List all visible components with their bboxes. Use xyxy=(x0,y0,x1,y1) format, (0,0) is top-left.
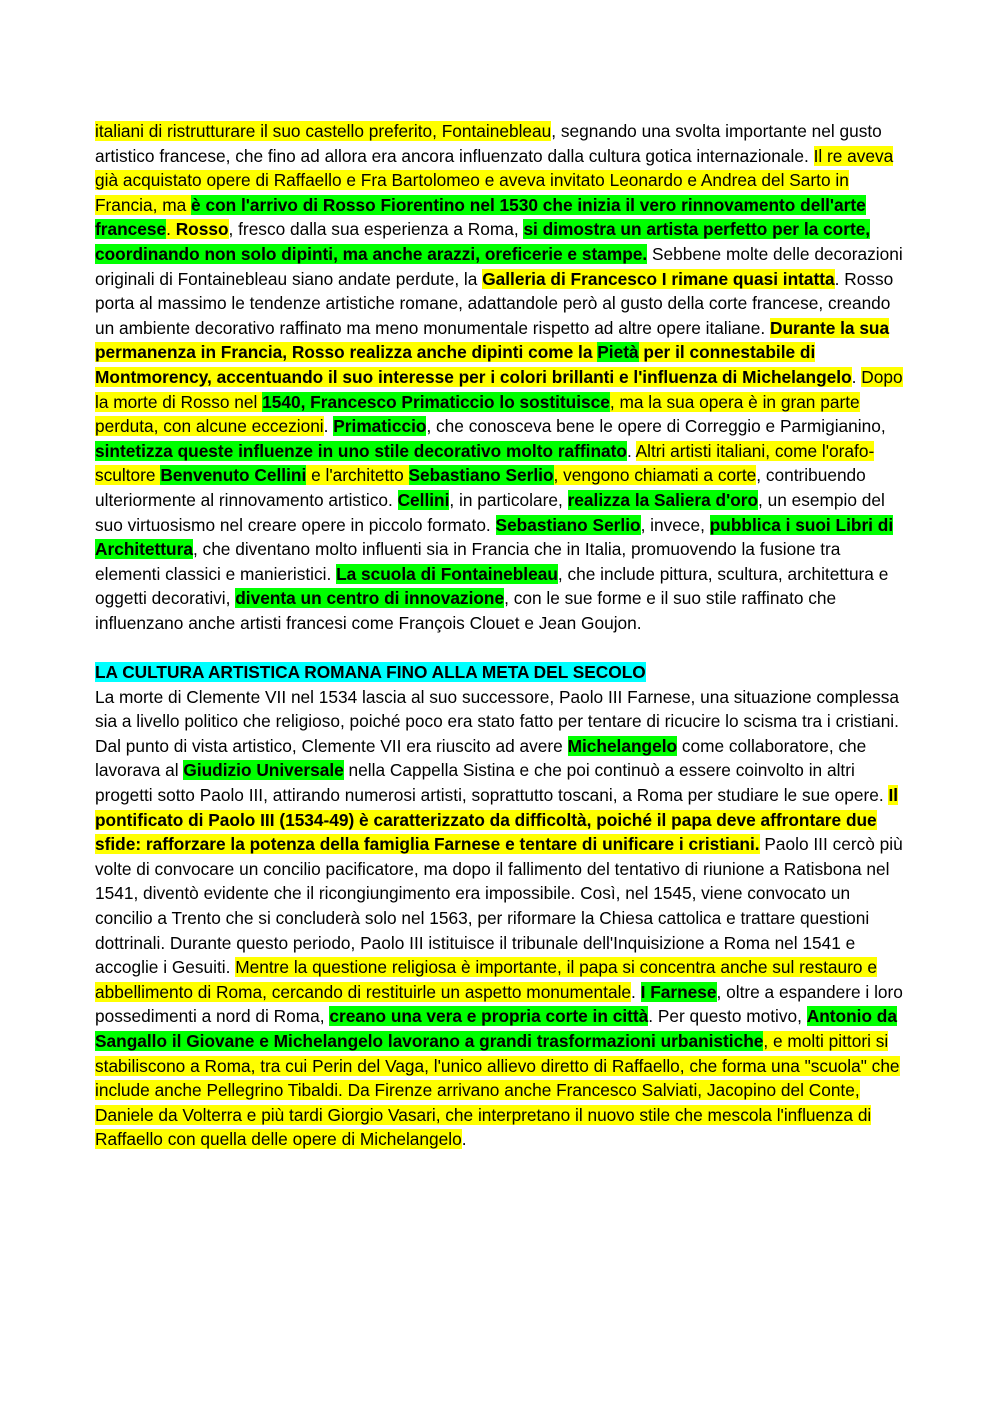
yellow-highlighted-text: Mentre la questione religiosa è importante, il papa si concentra anche sul restauro e abbellimento di Roma, cercando di restituirle un aspetto monumentale xyxy=(95,957,877,1002)
text-run: , fresco dalla sua esperienza a Roma, xyxy=(228,219,524,240)
green-highlighted-text: è con l'arrivo di Rosso Fiorentino nel 1530 che inizia il vero rinnovamento dell'arte francese xyxy=(95,194,866,240)
green-highlighted-text: Pietà xyxy=(597,342,639,363)
paragraph-roman-culture xyxy=(95,685,907,1152)
yellow-highlighted-text: Altri artisti italiani, come l'orafo-scultore xyxy=(95,440,875,486)
yellow-highlighted-text: italiani di ristrutturare il suo castello preferito, Fontainebleau xyxy=(95,121,552,141)
green-highlighted-text: La scuola di Fontainebleau xyxy=(336,563,558,584)
text-run: , che conosceva bene le opere di Correggio e Parmigianino, xyxy=(426,416,886,437)
green-highlighted-text: Sebastiano Serlio xyxy=(408,465,554,486)
document-page xyxy=(95,119,907,1152)
yellow-highlighted-text: Dopo la morte di Rosso nel xyxy=(95,366,903,412)
green-highlighted-text: Antonio da Sangallo il Giovane e Michelangelo lavorano a grandi trasformazioni urbanistiche xyxy=(95,1006,897,1051)
green-highlighted-text: 1540, Francesco Primaticcio lo sostituisce xyxy=(262,391,610,412)
green-highlighted-text: Cellini xyxy=(397,489,450,510)
text-run: . xyxy=(461,1129,467,1150)
green-highlighted-text: diventa un centro di innovazione xyxy=(235,588,505,609)
text-run: , che include pittura, scultura, architettura e oggetti decorativi, xyxy=(95,563,889,609)
green-highlighted-text: Sebastiano Serlio xyxy=(495,514,641,535)
yellow-highlighted-text: Rosso xyxy=(175,219,229,240)
text-run: , contribuendo ulteriormente al rinnovamento artistico. xyxy=(95,465,866,510)
text-run: . xyxy=(851,366,862,387)
green-highlighted-text: Benvenuto Cellini xyxy=(160,465,307,486)
yellow-highlighted-text: Il pontificato di Paolo III (1534-49) è caratterizzato da difficoltà, poiché il papa deve affrontare due sfide: rafforzare la potenza della famiglia Farnese e tentare di unificare i cristiani. xyxy=(95,785,899,855)
text-run: , con le sue forme e il suo stile raffinato che influenzano anche artisti francesi come François Clouet e Jean Goujon. xyxy=(95,588,837,633)
green-highlighted-text: si dimostra un artista perfetto per la corte, coordinando non solo dipinti, ma anche arazzi, oreficerie e stampe. xyxy=(95,219,871,264)
text-run: . Per questo motivo, xyxy=(648,1006,807,1027)
text-run: La morte di Clemente VII nel 1534 lascia al suo successore, Paolo III Farnese, una situazione complessa sia a livello politico che religioso, poiché poco era stato fatto per tentare di ricucire lo scisma tra i cristiani. Dal punto di vista artistico, Clemente VII era riuscito ad avere xyxy=(95,686,900,756)
paragraph-gap xyxy=(95,635,907,660)
yellow-highlighted-text: per il connestabile di Montmorency, accentuando il suo interesse per i colori brillanti e l'influenza di Michelangelo xyxy=(95,342,852,387)
text-run: , oltre a espandere i loro possedimenti a nord di Roma, xyxy=(95,981,903,1027)
green-highlighted-text: Primaticcio xyxy=(333,416,427,437)
text-run: Paolo III cercò più volte di convocare un concilio pacificatore, ma dopo il fallimento del tentativo di riunione a Ratisbona nel 1541, diventò evidente che il ricongiungimento era impossibile. Così, nel 1545, viene convocato un concilio a Trento che si concluderà solo nel 1563, per riformare la Chiesa cattolica e trattare questioni dottrinali. Durante questo periodo, Paolo III istituisce il tribunale dell'Inquisizione a Roma nel 1541 e accoglie i Gesuiti. xyxy=(95,834,903,978)
yellow-highlighted-text: , ma la sua opera è in gran parte perduta, con alcune eccezioni xyxy=(95,391,860,437)
text-run: . xyxy=(626,440,636,461)
green-highlighted-text: Michelangelo xyxy=(567,735,678,756)
green-highlighted-text: sintetizza queste influenze in uno stile decorativo molto raffinato xyxy=(95,440,627,461)
text-run: Sebbene molte delle decorazioni originali di Fontainebleau siano andate perdute, la xyxy=(95,243,903,289)
yellow-highlighted-text: Durante la sua permanenza in Francia, Rosso realizza anche dipinti come la xyxy=(95,317,890,363)
text-run: , invece, xyxy=(640,514,710,535)
section-heading-text: LA CULTURA ARTISTICA ROMANA FINO ALLA META DEL SECOLO xyxy=(95,662,646,683)
paragraph-fontainebleau xyxy=(95,119,907,635)
text-run: , che diventano molto influenti sia in Francia che in Italia, promuovendo la fusione tra elementi classici e manieristici. xyxy=(95,539,841,584)
section-heading xyxy=(95,660,907,685)
green-highlighted-text: creano una vera e propria corte in città xyxy=(329,1006,649,1027)
green-highlighted-text: pubblica i suoi Libri di Architettura xyxy=(95,514,894,560)
text-run: , in particolare, xyxy=(449,489,568,510)
yellow-highlighted-text: Il re aveva già acquistato opere di Raffaello e Fra Bartolomeo e aveva invitato Leonardo e Andrea del Sarto in Francia, ma xyxy=(95,145,894,215)
yellow-highlighted-text: , e molti pittori si stabiliscono a Roma, tra cui Perin del Vaga, l'unico allievo diretto di Raffaello, che forma una "scuola" che include anche Pellegrino Tibaldi. Da Firenze arrivano anche Francesco Salviati, Jacopino del Conte, Daniele da Volterra e più tardi Giorgio Vasari, che interpretano il nuovo stile che mescola l'influenza di Raffaello con quella delle opere di Michelangelo xyxy=(95,1030,900,1150)
yellow-highlighted-text: . xyxy=(166,219,176,240)
text-run: , segnando una svolta importante nel gusto artistico francese, che fino ad allora era ancora influenzato dalla cultura gotica internazionale. xyxy=(95,121,882,166)
yellow-highlighted-text: e l'architetto xyxy=(306,465,409,486)
yellow-highlighted-text: , vengono chiamati a corte xyxy=(553,465,757,486)
green-highlighted-text: realizza la Saliera d'oro xyxy=(567,489,759,510)
text-run: nella Cappella Sistina e che poi continuò a essere coinvolto in altri progetti sotto Paolo III, attirando numerosi artisti, soprattutto toscani, a Roma per studiare le sue opere. xyxy=(95,760,889,806)
yellow-highlighted-text: Galleria di Francesco I rimane quasi intatta xyxy=(482,268,835,289)
text-run: come collaboratore, che lavorava al xyxy=(95,735,867,781)
text-run: . xyxy=(323,416,334,437)
green-highlighted-text: I Farnese xyxy=(640,981,717,1002)
text-run: . xyxy=(631,981,641,1002)
green-highlighted-text: Giudizio Universale xyxy=(183,760,344,781)
text-run: . Rosso porta al massimo le tendenze artistiche romane, adattandole però al gusto della corte francese, creando un ambiente decorativo raffinato ma meno monumentale rispetto ad altre opere italiane. xyxy=(95,268,894,338)
text-run: , un esempio del suo virtuosismo nel creare opere in piccolo formato. xyxy=(95,489,885,535)
